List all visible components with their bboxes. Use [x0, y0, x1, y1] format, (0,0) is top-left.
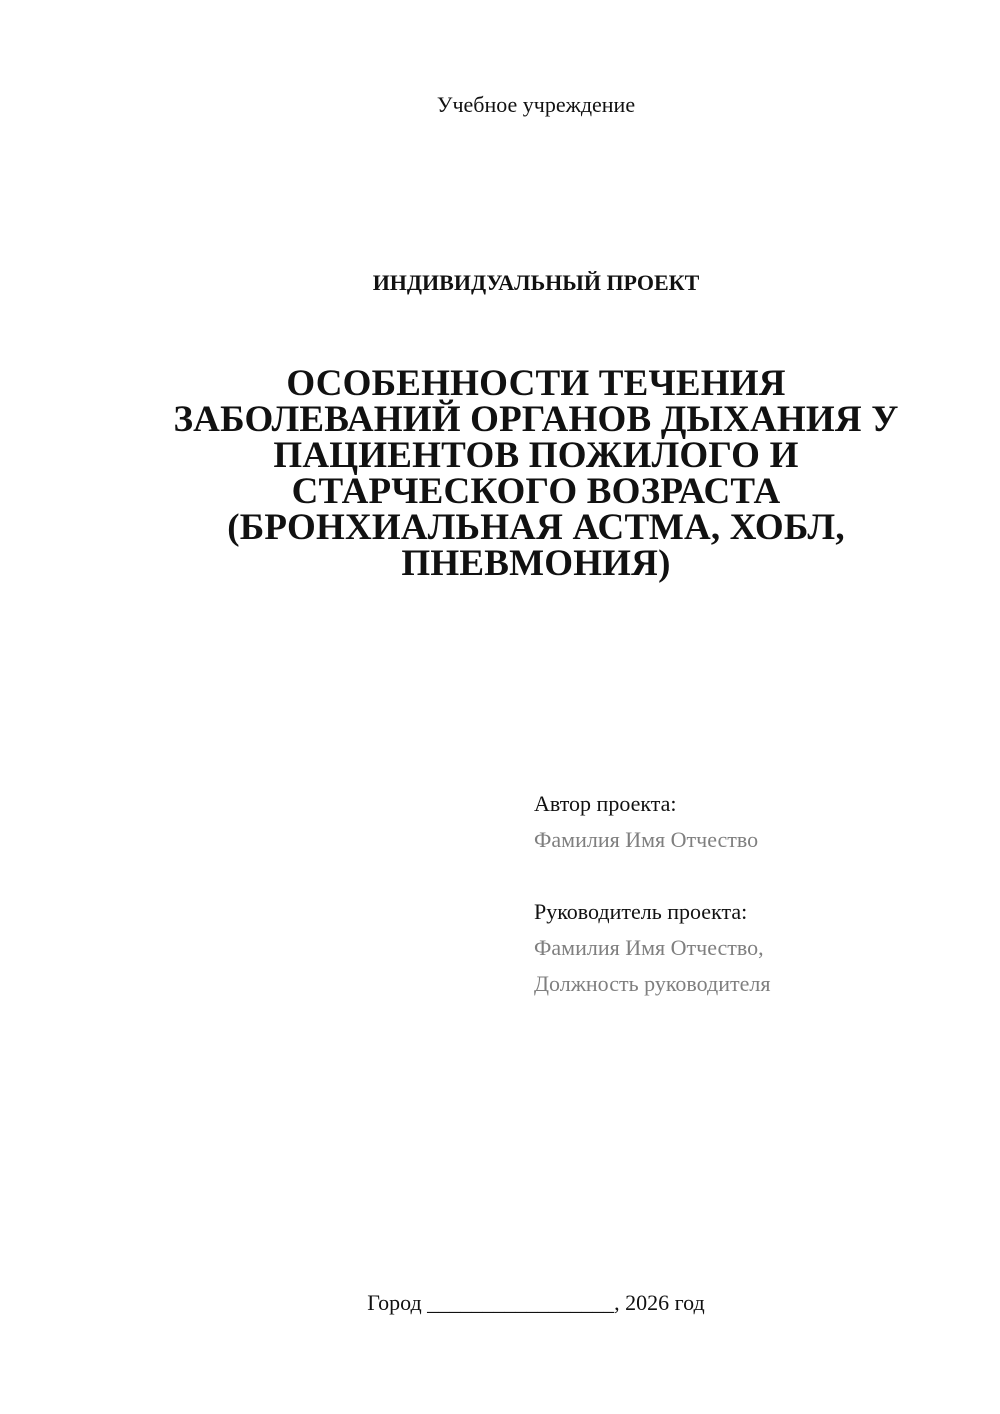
- author-label: Автор проекта:: [534, 791, 677, 816]
- project-title-line: ЗАБОЛЕВАНИЙ ОРГАНОВ ДЫХАНИЯ У: [173, 399, 899, 440]
- project-title-line: ПНЕВМОНИЯ): [401, 543, 671, 584]
- author-name: Фамилия Имя Отчество: [534, 827, 759, 852]
- supervisor-name: Фамилия Имя Отчество,: [534, 935, 764, 960]
- author-block: [534, 786, 974, 858]
- project-title-line: (БРОНХИАЛЬНАЯ АСТМА, ХОБЛ,: [227, 507, 845, 548]
- supervisor-label: Руководитель проекта:: [534, 899, 748, 924]
- institution-name: Учебное учреждение: [436, 92, 636, 117]
- project-title-line: ПАЦИЕНТОВ ПОЖИЛОГО И: [273, 435, 799, 476]
- project-title-line: СТАРЧЕСКОГО ВОЗРАСТА: [291, 471, 781, 512]
- project-title: [130, 363, 942, 584]
- project-title-line: ОСОБЕННОСТИ ТЕЧЕНИЯ: [286, 363, 786, 404]
- project-type-heading: ИНДИВИДУАЛЬНЫЙ ПРОЕКТ: [372, 270, 700, 295]
- supervisor-block: [534, 894, 974, 1002]
- city-year-footer: Город _________________, 2026 год: [367, 1290, 705, 1315]
- supervisor-position: Должность руководителя: [534, 971, 771, 996]
